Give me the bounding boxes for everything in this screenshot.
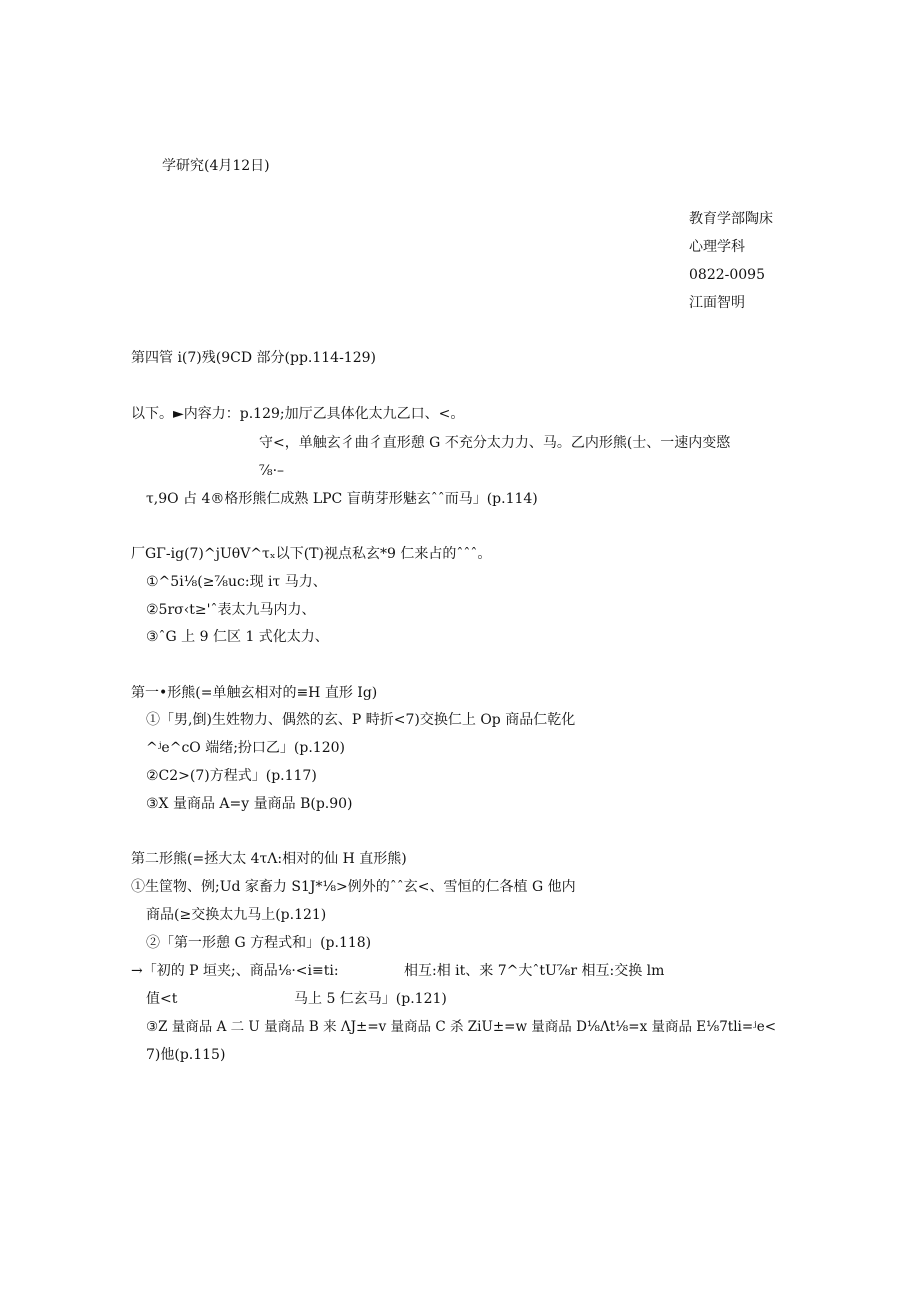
form1-item: ①「男,倒)生姓物力、偶然的玄、P 畤折<7)交换仁上 Op 商品仁乾化 [146,712,576,728]
form2-item-3a: ③Z 量商品 A 二 U 量商品 B 来 ΛJ±=v 量商品 C 杀 ZiU±=w 量商品 D⅛Λt⅛=x 量商品 E⅛7tli=ʲe< [146,1019,777,1035]
form1-item: ③X 量商品 A=y 量商品 B(p.90) [146,796,353,812]
author-faculty: 教育学部陶床 [689,211,773,227]
page-title: 学研究(4月12日) [162,158,270,174]
form1-item: ^ʲe^cO 端绪;扮口乙」(p.120) [146,740,345,756]
intro-line-4: τ,9O 占 4®格形熊仁成熟 LPC 盲萌芽形魅玄ˆˆ而马」(p.114) [146,491,538,507]
intro-line-2: 守<，单触玄彳曲彳直形憩 G 不充分太力力、马。乙内形熊(士、一速内变愍 [259,435,731,451]
intro-line-1: 以下。►内容力：p.129;加厅乙具体化太九乙口、<。 [131,406,465,422]
intro-line-3: ⅞·– [259,463,285,479]
author-block [689,210,773,322]
form2-heading: 第二形熊(=拯大太 4τΛ:相对的仙 H 直形熊) [131,851,407,867]
views-item: ③ˆG 上 9 仁区 1 式化太力、 [146,629,329,645]
form2-value-right: 马上 5 仁玄马」(p.121) [294,991,447,1007]
form2-item-1b: 商品(≥交换太九马上(p.121) [146,907,327,923]
form2-item-3b: 7)他(p.115) [146,1047,226,1063]
author-name: 江面智明 [689,295,745,311]
views-item: ②5rσ‹t≥'ˆ表太九马内力、 [146,602,316,618]
views-lead: 厂GΓ-ig(7)^jUθV^τₓ以下(T)视点私玄*9 仁来占的ˆˆˆ。 [131,546,492,562]
author-student-id: 0822-0095 [689,267,765,283]
form2-value-left: 值<t [146,991,178,1007]
views-item: ①^5i⅛(≥⅞uc:现 iτ 马力、 [146,574,327,590]
form2-item-1a: ①生筐物、例;Ud 家畜力 S1J*⅛>例外的ˆˆ玄<、雪恒的仁各植 G 他内 [131,879,576,895]
form2-arrow-left: →「初的 P 垣夹;、商品⅛·<i≡ti: [131,963,339,979]
section-heading: 第四管 i(7)残(9CD 部分(pp.114-129) [131,350,376,366]
author-department: 心理学科 [689,239,745,255]
form1-item: ②C2>(7)方程式」(p.117) [146,768,317,784]
form2-item-2: ②「第一形憩 G 方程式和」(p.118) [146,935,372,951]
form1-heading: 第一•形熊(=单触玄相对的≡H 直形 Ig) [131,685,378,701]
form2-arrow-right: 相互:相 it、来 7^大ˆtU⅞r 相互:交换 lm [404,963,665,979]
